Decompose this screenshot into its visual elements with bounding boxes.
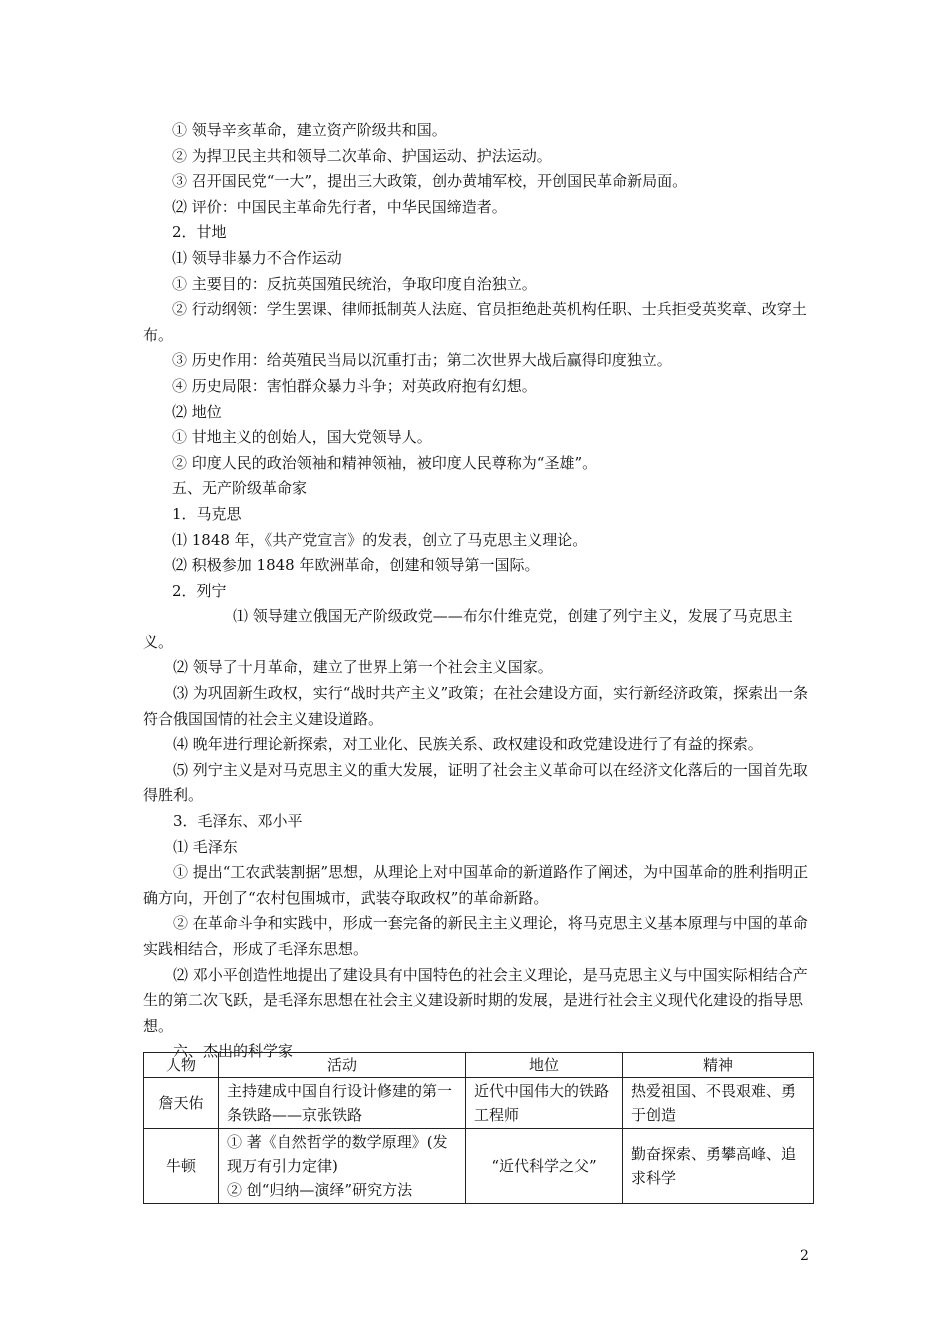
table-header-cell: 地位 bbox=[466, 1053, 623, 1078]
table-header-cell: 活动 bbox=[219, 1053, 466, 1078]
paragraph: ⑵ 积极参加 1848 年欧洲革命，创建和领导第一国际。 bbox=[172, 556, 540, 575]
paragraph: ② 行动纲领：学生罢课、律师抵制英人法庭、官员拒绝赴英机构任职、士兵拒受英奖章、改穿土布。 bbox=[143, 300, 807, 344]
person-cell: 牛顿 bbox=[144, 1129, 219, 1204]
paragraph: ③ 召开国民党“一大”，提出三大政策，创办黄埔军校，开创国民革命新局面。 bbox=[172, 172, 688, 191]
status-cell: “近代科学之父” bbox=[466, 1129, 623, 1204]
paragraph: ⑷ 晚年进行理论新探索，对工业化、民族关系、政权建设和政党建设进行了有益的探索。 bbox=[173, 735, 763, 754]
paragraph: ③ 历史作用：给英殖民当局以沉重打击；第二次世界大战后赢得印度独立。 bbox=[172, 351, 672, 370]
section-heading: 1．马克思 bbox=[172, 504, 242, 523]
paragraph: ④ 历史局限：害怕群众暴力斗争；对英政府抱有幻想。 bbox=[172, 376, 537, 395]
paragraph: ① 提出“工农武装割据”思想，从理论上对中国革命的新道路作了阐述，为中国革命的胜利指明正确方向，开创了“农村包围城市，武装夺取政权”的革命新路。 bbox=[143, 863, 809, 907]
person-cell: 詹天佑 bbox=[144, 1078, 219, 1129]
activity-cell bbox=[219, 1078, 466, 1129]
paragraph: ⑸ 列宁主义是对马克思主义的重大发展，证明了社会主义革命可以在经济文化落后的一国首先取得胜利。 bbox=[143, 760, 808, 805]
activity-line: ② 创“归纳—演绎”研究方法 bbox=[227, 1181, 413, 1199]
paragraph: ⑴ 1848 年，《共产党宣言》的发表，创立了马克思主义理论。 bbox=[172, 530, 588, 549]
paragraph: ① 甘地主义的创始人，国大党领导人。 bbox=[172, 428, 432, 447]
paragraph: ⑶ 为巩固新生政权，实行“战时共产主义”政策；在社会建设方面，实行新经济政策，探索出一条符合俄国国情的社会主义建设道路。 bbox=[143, 684, 809, 728]
paragraph: ② 印度人民的政治领袖和精神领袖，被印度人民尊称为“圣雄”。 bbox=[172, 453, 598, 472]
section-heading: 六、杰出的科学家 bbox=[173, 1042, 294, 1061]
paragraph: ⑴ 毛泽东 bbox=[173, 837, 238, 856]
scientists-table bbox=[143, 1052, 814, 1204]
paragraph: ⑵ 领导了十月革命，建立了世界上第一个社会主义国家。 bbox=[173, 658, 553, 677]
page-number: 2 bbox=[800, 1248, 809, 1264]
section-heading: 五、无产阶级革命家 bbox=[172, 479, 308, 498]
section-heading: 3．毛泽东、邓小平 bbox=[173, 812, 303, 831]
activity-line: 主持建成中国自行设计修建的第一条铁路——京张铁路 bbox=[227, 1082, 453, 1124]
document-body bbox=[143, 118, 815, 1065]
paragraph: ② 为捍卫民主共和领导二次革命、护国运动、护法运动。 bbox=[172, 146, 552, 165]
spirit-cell: 热爱祖国、不畏艰难、勇于创造 bbox=[623, 1078, 814, 1129]
paragraph: ⑴ 领导建立俄国无产阶级政党——布尔什维克党，创建了列宁主义，发展了马克思主义。 bbox=[143, 607, 793, 651]
table-header-cell: 人物 bbox=[144, 1053, 219, 1078]
table-header-row bbox=[144, 1053, 814, 1078]
activity-line: ① 著《自然哲学的数学原理》(发现万有引力定律) bbox=[227, 1133, 448, 1175]
spirit-cell: 勤奋探索、勇攀高峰、追求科学 bbox=[623, 1129, 814, 1204]
paragraph: ① 领导辛亥革命，建立资产阶级共和国。 bbox=[172, 121, 447, 139]
section-heading: 2．列宁 bbox=[172, 581, 227, 600]
status-cell: 近代中国伟大的铁路工程师 bbox=[466, 1078, 623, 1129]
paragraph: ① 主要目的：反抗英国殖民统治，争取印度自治独立。 bbox=[172, 274, 537, 293]
table-header-cell: 精神 bbox=[623, 1053, 814, 1078]
table-row bbox=[144, 1078, 814, 1129]
paragraph: ⑵ 地位 bbox=[172, 402, 222, 421]
paragraph: ⑴ 领导非暴力不合作运动 bbox=[172, 248, 342, 267]
paragraph: ② 在革命斗争和实践中，形成一套完备的新民主主义理论，将马克思主义基本原理与中国的革命实践相结合，形成了毛泽东思想。 bbox=[143, 914, 808, 958]
section-heading: 2．甘地 bbox=[172, 223, 227, 242]
paragraph: ⑵ 邓小平创造性地提出了建设具有中国特色的社会主义理论，是马克思主义与中国实际相结合产生的第二次飞跃，是毛泽东思想在社会主义建设新时期的发展，是进行社会主义现代化建设的指导思想。 bbox=[143, 965, 808, 1035]
activity-cell bbox=[219, 1129, 466, 1204]
table-row bbox=[144, 1129, 814, 1204]
paragraph: ⑵ 评价：中国民主革命先行者，中华民国缔造者。 bbox=[172, 197, 507, 216]
